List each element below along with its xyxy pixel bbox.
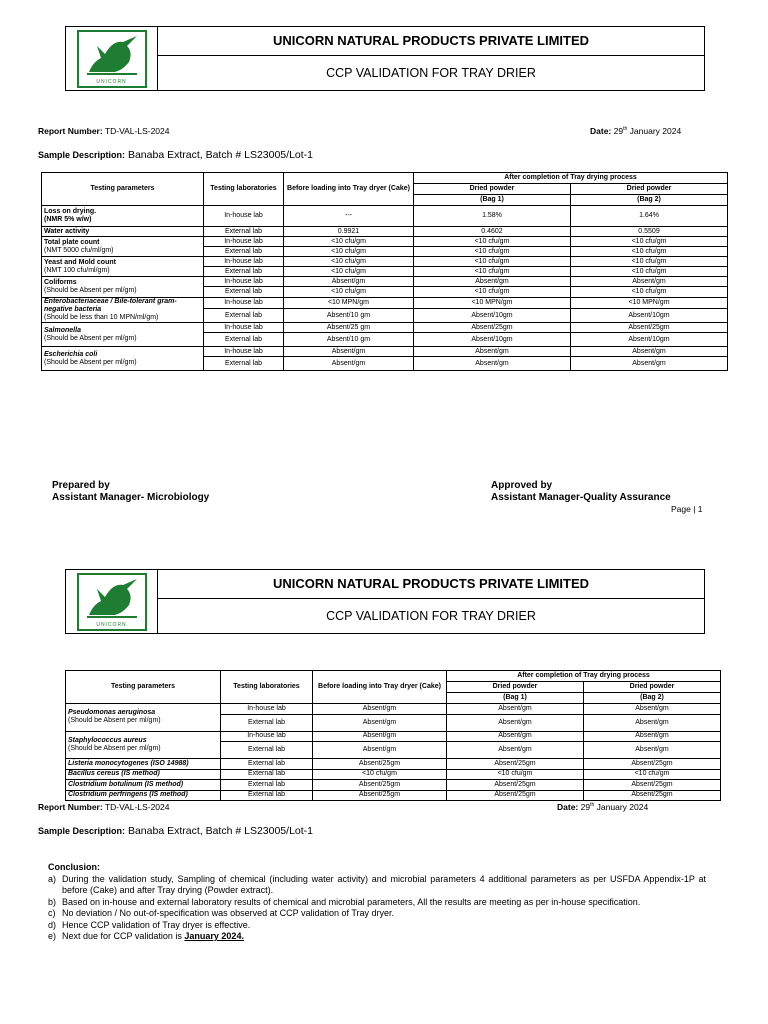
parameter-cell bbox=[66, 769, 221, 780]
parameter-name: Coliforms bbox=[44, 279, 77, 286]
conclusion-item bbox=[48, 920, 706, 932]
cell-bag1: Absent/gm bbox=[414, 277, 571, 287]
cell-lab: External lab bbox=[221, 780, 313, 791]
cell-before: Absent/gm bbox=[284, 347, 414, 357]
cell-before: Absent/10 gm bbox=[284, 333, 414, 347]
cell-bag2: Absent/gm bbox=[584, 731, 721, 742]
parameter-cell bbox=[42, 298, 204, 323]
conclusion-heading: Conclusion: bbox=[48, 862, 100, 872]
cell-before: Absent/gm bbox=[313, 742, 447, 759]
col-dried-powder-2: Dried powder bbox=[584, 682, 721, 693]
cell-before: <10 cfu/gm bbox=[284, 257, 414, 267]
parameter-spec: (NMT 5000 cfu/ml/gm) bbox=[44, 246, 114, 254]
cell-before: Absent/25gm bbox=[313, 759, 447, 770]
col-dried-powder-1: Dried powder bbox=[414, 184, 571, 195]
table-row bbox=[42, 206, 728, 227]
sample-description: Sample Description: Banaba Extract, Batch # LS23005/Lot-1 bbox=[38, 149, 313, 161]
parameter-cell bbox=[66, 704, 221, 732]
cell-before: Absent/gm bbox=[313, 704, 447, 715]
cell-lab: External lab bbox=[221, 742, 313, 759]
cell-bag1: 1.58% bbox=[414, 206, 571, 227]
cell-lab: External lab bbox=[204, 267, 284, 277]
col-testing-laboratories: Testing laboratories bbox=[221, 671, 313, 704]
parameter-name: Total plate count bbox=[44, 238, 100, 246]
col-after-completion: After completion of Tray drying process bbox=[414, 173, 728, 184]
parameter-spec: (Should be Absent per ml/gm) bbox=[68, 744, 161, 752]
parameter-spec: (NMT 100 cfu/ml/gm) bbox=[44, 266, 110, 274]
logo-cell bbox=[66, 27, 158, 90]
table-row bbox=[66, 790, 721, 801]
col-before-loading: Before loading into Tray dryer (Cake) bbox=[284, 173, 414, 206]
cell-bag2: Absent/10gm bbox=[571, 309, 728, 323]
parameter-name: Water activity bbox=[44, 227, 90, 235]
cell-bag1: <10 cfu/gm bbox=[414, 237, 571, 247]
parameter-cell bbox=[66, 759, 221, 770]
cell-before: <10 MPN/gm bbox=[284, 298, 414, 309]
logo-text: UNICORN bbox=[96, 78, 127, 85]
conclusion-item-key: c) bbox=[48, 908, 56, 918]
parameter-name: Clostridium perfringens (IS method) bbox=[68, 791, 188, 799]
table-row bbox=[42, 347, 728, 357]
col-dried-powder-2: Dried powder bbox=[571, 184, 728, 195]
cell-bag2: Absent/gm bbox=[571, 357, 728, 371]
cell-bag2: <10 cfu/gm bbox=[571, 257, 728, 267]
cell-lab: External lab bbox=[221, 790, 313, 801]
cell-bag2: <10 cfu/gm bbox=[571, 287, 728, 298]
report-number-2: Report Number: TD-VAL-LS-2024 bbox=[38, 802, 170, 812]
parameter-name: Bacillus cereus (IS method) bbox=[68, 770, 160, 778]
cell-before: Absent/gm bbox=[313, 714, 447, 731]
logo-cell bbox=[66, 570, 158, 633]
cell-before: <10 cfu/gm bbox=[284, 237, 414, 247]
unicorn-logo-icon bbox=[77, 30, 147, 88]
cell-bag1: Absent/25gm bbox=[447, 780, 584, 791]
cell-lab: External lab bbox=[204, 309, 284, 323]
table-row bbox=[66, 769, 721, 780]
parameter-name: Pseudomonas aeruginosa bbox=[68, 709, 156, 717]
cell-bag2: Absent/25gm bbox=[584, 780, 721, 791]
cell-lab: In-house lab bbox=[204, 237, 284, 247]
cell-bag2: <10 cfu/gm bbox=[571, 247, 728, 257]
cell-bag1: Absent/10gm bbox=[414, 309, 571, 323]
cell-lab: External lab bbox=[204, 287, 284, 298]
table-row bbox=[66, 759, 721, 770]
cell-bag1: 0.4602 bbox=[414, 227, 571, 237]
parameter-cell bbox=[66, 780, 221, 791]
cell-lab: In-house lab bbox=[204, 206, 284, 227]
conclusion-due-date: January 2024. bbox=[184, 931, 244, 941]
conclusion-item-text: Next due for CCP validation is January 2024. bbox=[62, 931, 244, 941]
cell-bag1: Absent/gm bbox=[414, 357, 571, 371]
cell-bag1: Absent/25gm bbox=[447, 759, 584, 770]
cell-bag2: Absent/25gm bbox=[584, 759, 721, 770]
cell-before: Absent/25gm bbox=[313, 790, 447, 801]
cell-lab: In-house lab bbox=[204, 323, 284, 333]
parameter-spec: (Should be Absent per ml/gm) bbox=[44, 358, 137, 366]
table-row bbox=[66, 731, 721, 742]
cell-bag2: 0.5509 bbox=[571, 227, 728, 237]
conclusion bbox=[48, 862, 706, 943]
table-row bbox=[66, 704, 721, 715]
report-date-2: Date: 29th January 2024 bbox=[557, 802, 649, 812]
report-number: Report Number: TD-VAL-LS-2024 bbox=[38, 126, 170, 136]
header-page-1 bbox=[65, 26, 705, 91]
company-name: UNICORN NATURAL PRODUCTS PRIVATE LIMITED bbox=[158, 570, 704, 599]
parameter-name: Loss on drying. bbox=[44, 208, 97, 215]
cell-lab: In-house lab bbox=[221, 704, 313, 715]
results-table-1 bbox=[41, 172, 728, 371]
cell-lab: External lab bbox=[221, 769, 313, 780]
cell-lab: In-house lab bbox=[204, 298, 284, 309]
table-row bbox=[42, 237, 728, 247]
table-row bbox=[42, 257, 728, 267]
table-row bbox=[42, 227, 728, 237]
parameter-spec: (Should be less than 10 MPN/ml/gm) bbox=[44, 314, 159, 321]
cell-bag2: Absent/gm bbox=[584, 704, 721, 715]
col-bag-1: (Bag 1) bbox=[447, 693, 584, 704]
cell-bag2: Absent/25gm bbox=[571, 323, 728, 333]
cell-bag2: <10 cfu/gm bbox=[571, 267, 728, 277]
cell-before: <10 cfu/gm bbox=[284, 287, 414, 298]
parameter-spec: (Should be Absent per ml/gm) bbox=[68, 717, 161, 725]
parameter-name: Escherichia coli bbox=[44, 350, 98, 358]
col-dried-powder-1: Dried powder bbox=[447, 682, 584, 693]
cell-bag2: Absent/gm bbox=[571, 347, 728, 357]
cell-bag2: <10 cfu/gm bbox=[571, 237, 728, 247]
cell-lab: External lab bbox=[204, 247, 284, 257]
col-after-completion: After completion of Tray drying process bbox=[447, 671, 721, 682]
conclusion-item-key: d) bbox=[48, 919, 57, 930]
table-row bbox=[66, 780, 721, 791]
parameter-name: Yeast and Mold count bbox=[44, 258, 116, 266]
document-title: CCP VALIDATION FOR TRAY DRIER bbox=[326, 608, 536, 623]
conclusion-item bbox=[48, 897, 706, 909]
conclusion-item bbox=[48, 874, 706, 897]
cell-bag1: <10 cfu/gm bbox=[414, 247, 571, 257]
cell-lab: In-house lab bbox=[204, 347, 284, 357]
cell-before: --- bbox=[284, 206, 414, 227]
cell-bag1: <10 MPN/gm bbox=[414, 298, 571, 309]
parameter-name: Staphylococcus aureus bbox=[68, 736, 147, 744]
cell-bag1: Absent/10gm bbox=[414, 333, 571, 347]
cell-bag1: <10 cfu/gm bbox=[414, 267, 571, 277]
parameter-spec: (NMR 5% w/w) bbox=[44, 216, 92, 223]
logo-text: UNICORN bbox=[96, 621, 127, 628]
document-title: CCP VALIDATION FOR TRAY DRIER bbox=[326, 65, 536, 80]
col-before-loading: Before loading into Tray dryer (Cake) bbox=[313, 671, 447, 704]
cell-before: <10 cfu/gm bbox=[313, 769, 447, 780]
parameter-name: Enterobacteriaceae / Bile-tolerant gram-negative bacteria bbox=[44, 298, 177, 313]
cell-before: Absent/25 gm bbox=[284, 323, 414, 333]
cell-lab: External lab bbox=[221, 759, 313, 770]
results-table-2 bbox=[65, 670, 721, 801]
col-testing-parameters: Testing parameters bbox=[42, 173, 204, 206]
cell-lab: External lab bbox=[204, 227, 284, 237]
cell-before: Absent/25gm bbox=[313, 780, 447, 791]
conclusion-item-key: a) bbox=[48, 873, 57, 884]
col-testing-parameters: Testing parameters bbox=[66, 671, 221, 704]
cell-bag1: Absent/gm bbox=[447, 731, 584, 742]
cell-lab: In-house lab bbox=[221, 731, 313, 742]
sample-description-2: Sample Description: Banaba Extract, Batch # LS23005/Lot-1 bbox=[38, 825, 313, 837]
cell-lab: External lab bbox=[204, 357, 284, 371]
cell-bag2: Absent/gm bbox=[571, 277, 728, 287]
report-date: Date: 29th January 2024 bbox=[590, 126, 682, 136]
parameter-cell bbox=[42, 227, 204, 237]
conclusion-item-text: Hence CCP validation of Tray dryer is effective. bbox=[62, 919, 251, 930]
cell-bag1: <10 cfu/gm bbox=[414, 287, 571, 298]
cell-before: Absent/10 gm bbox=[284, 309, 414, 323]
parameter-spec: (Should be Absent per ml/gm) bbox=[44, 334, 137, 342]
cell-bag1: Absent/gm bbox=[414, 347, 571, 357]
conclusion-item bbox=[48, 908, 706, 920]
parameter-name: Clostridium botulinum (IS method) bbox=[68, 780, 184, 788]
cell-before: 0.9921 bbox=[284, 227, 414, 237]
conclusion-item-text: During the validation study, Sampling of chemical (including water activity) and microbial parameters 4 additional parameters as per USFDA Appendix-1P at before (Cake) and after Tray drying (Powder extract). bbox=[62, 873, 706, 895]
company-name: UNICORN NATURAL PRODUCTS PRIVATE LIMITED bbox=[158, 27, 704, 56]
parameter-cell bbox=[66, 790, 221, 801]
cell-lab: External lab bbox=[221, 714, 313, 731]
cell-before: Absent/gm bbox=[284, 357, 414, 371]
parameter-name: Salmonella bbox=[44, 326, 81, 334]
cell-bag2: <10 MPN/gm bbox=[571, 298, 728, 309]
cell-before: <10 cfu/gm bbox=[284, 267, 414, 277]
col-bag-1: (Bag 1) bbox=[414, 195, 571, 206]
cell-bag1: <10 cfu/gm bbox=[447, 769, 584, 780]
conclusion-item-text: No deviation / No out-of-specification was observed at CCP validation of Tray dryer. bbox=[62, 908, 394, 918]
col-bag-2: (Bag 2) bbox=[584, 693, 721, 704]
cell-bag2: Absent/gm bbox=[584, 714, 721, 731]
parameter-cell bbox=[66, 731, 221, 759]
parameter-cell bbox=[42, 237, 204, 257]
cell-before: <10 cfu/gm bbox=[284, 247, 414, 257]
table-row bbox=[42, 323, 728, 333]
prepared-by: Prepared by Assistant Manager- Microbiology bbox=[52, 480, 210, 503]
table-row bbox=[42, 298, 728, 309]
cell-before: Absent/gm bbox=[313, 731, 447, 742]
cell-bag1: Absent/gm bbox=[447, 742, 584, 759]
parameter-name: Listeria monocytogenes (ISO 14988) bbox=[68, 759, 189, 767]
cell-lab: In-house lab bbox=[204, 277, 284, 287]
cell-bag2: Absent/10gm bbox=[571, 333, 728, 347]
cell-bag1: Absent/gm bbox=[447, 714, 584, 731]
cell-bag1: <10 cfu/gm bbox=[414, 257, 571, 267]
conclusion-item bbox=[48, 931, 706, 943]
unicorn-logo-icon bbox=[77, 573, 147, 631]
approved-by: Approved by Assistant Manager-Quality Assurance bbox=[491, 480, 671, 503]
header-page-2 bbox=[65, 569, 705, 634]
cell-bag2: <10 cfu/gm bbox=[584, 769, 721, 780]
parameter-spec: (Should be Absent per ml/gm) bbox=[44, 287, 137, 294]
cell-bag1: Absent/gm bbox=[447, 704, 584, 715]
parameter-cell bbox=[42, 277, 204, 298]
cell-bag2: Absent/gm bbox=[584, 742, 721, 759]
cell-bag2: 1.64% bbox=[571, 206, 728, 227]
page-number: Page | 1 bbox=[671, 504, 703, 514]
cell-lab: In-house lab bbox=[204, 257, 284, 267]
parameter-cell bbox=[42, 347, 204, 371]
conclusion-item-key: e) bbox=[48, 931, 57, 941]
parameter-cell bbox=[42, 323, 204, 347]
cell-before: Absent/gm bbox=[284, 277, 414, 287]
conclusion-item-text: Based on in-house and external laboratory results of chemical and microbial parameters, All the results are meeting as per in-house specification. bbox=[62, 896, 641, 907]
cell-bag1: Absent/25gm bbox=[414, 323, 571, 333]
col-bag-2: (Bag 2) bbox=[571, 195, 728, 206]
table-row bbox=[42, 277, 728, 287]
parameter-cell bbox=[42, 257, 204, 277]
parameter-cell bbox=[42, 206, 204, 227]
cell-lab: External lab bbox=[204, 333, 284, 347]
cell-bag1: Absent/25gm bbox=[447, 790, 584, 801]
col-testing-laboratories: Testing laboratories bbox=[204, 173, 284, 206]
cell-bag2: Absent/25gm bbox=[584, 790, 721, 801]
conclusion-item-key: b) bbox=[48, 896, 57, 907]
